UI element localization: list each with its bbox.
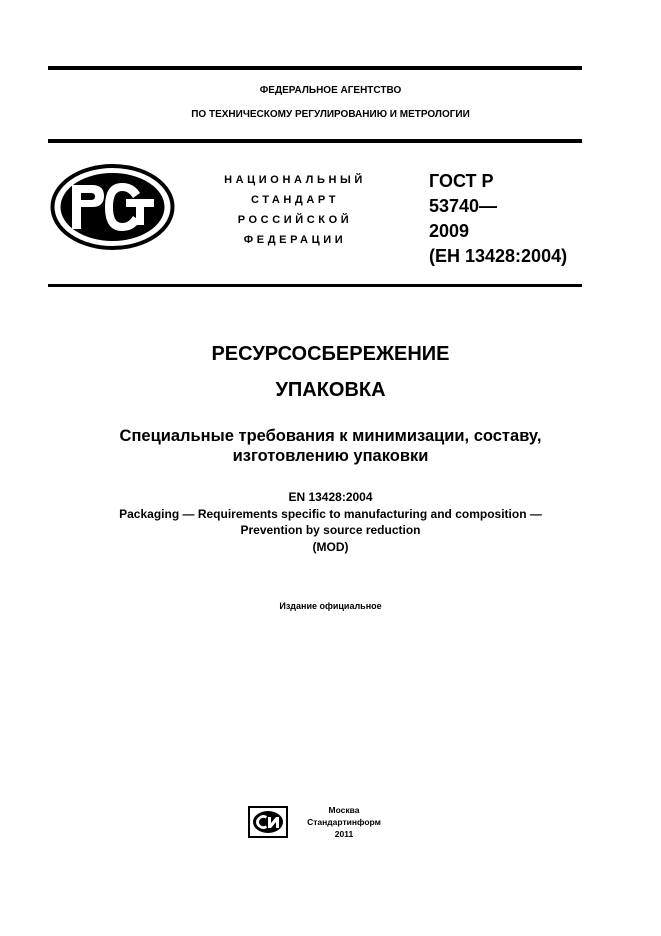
agency-line-2: ПО ТЕХНИЧЕСКОМУ РЕГУЛИРОВАНИЮ И МЕТРОЛОГИИ: [191, 109, 470, 120]
edition-label: Издание официальное: [279, 601, 382, 611]
national-line-1: НАЦИОНАЛЬНЫЙ: [224, 174, 366, 186]
national-line-4: ФЕДЕРАЦИИ: [243, 234, 347, 246]
national-line-3: РОССИЙСКОЙ: [237, 214, 353, 226]
standartinform-logo-icon: [248, 806, 288, 838]
top-rule: [48, 66, 582, 70]
standard-block-rule: [48, 284, 582, 287]
en-mod: (MOD): [312, 540, 349, 554]
document-subtitle-line-2: изготовлению упаковки: [232, 447, 429, 465]
document-subtitle-line-1: Специальные требования к минимизации, составу,: [119, 427, 542, 445]
gost-designation-line-1: ГОСТ Р: [429, 171, 494, 191]
document-title-line-1: РЕСУРСОСБЕРЕЖЕНИЕ: [211, 343, 450, 365]
en-title-line-1: Packaging — Requirements specific to manufacturing and composition —: [119, 507, 542, 521]
agency-line-1: ФЕДЕРАЛЬНОЕ АГЕНТСТВО: [259, 85, 402, 96]
gost-designation-line-4: (ЕН 13428:2004): [429, 246, 568, 266]
publisher-city: Москва: [328, 805, 360, 815]
publisher-year: 2011: [334, 829, 354, 839]
document-title-line-2: УПАКОВКА: [275, 379, 386, 401]
en-title-line-2: Prevention by source reduction: [240, 523, 421, 537]
gost-designation-line-2: 53740—: [429, 196, 498, 216]
gost-designation-line-3: 2009: [429, 221, 470, 241]
en-code: EN 13428:2004: [288, 490, 373, 504]
national-line-2: СТАНДАРТ: [250, 194, 340, 206]
publisher-name: Стандартинформ: [307, 817, 381, 827]
gost-r-certification-logo-icon: [50, 163, 175, 251]
header-rule: [48, 139, 582, 143]
